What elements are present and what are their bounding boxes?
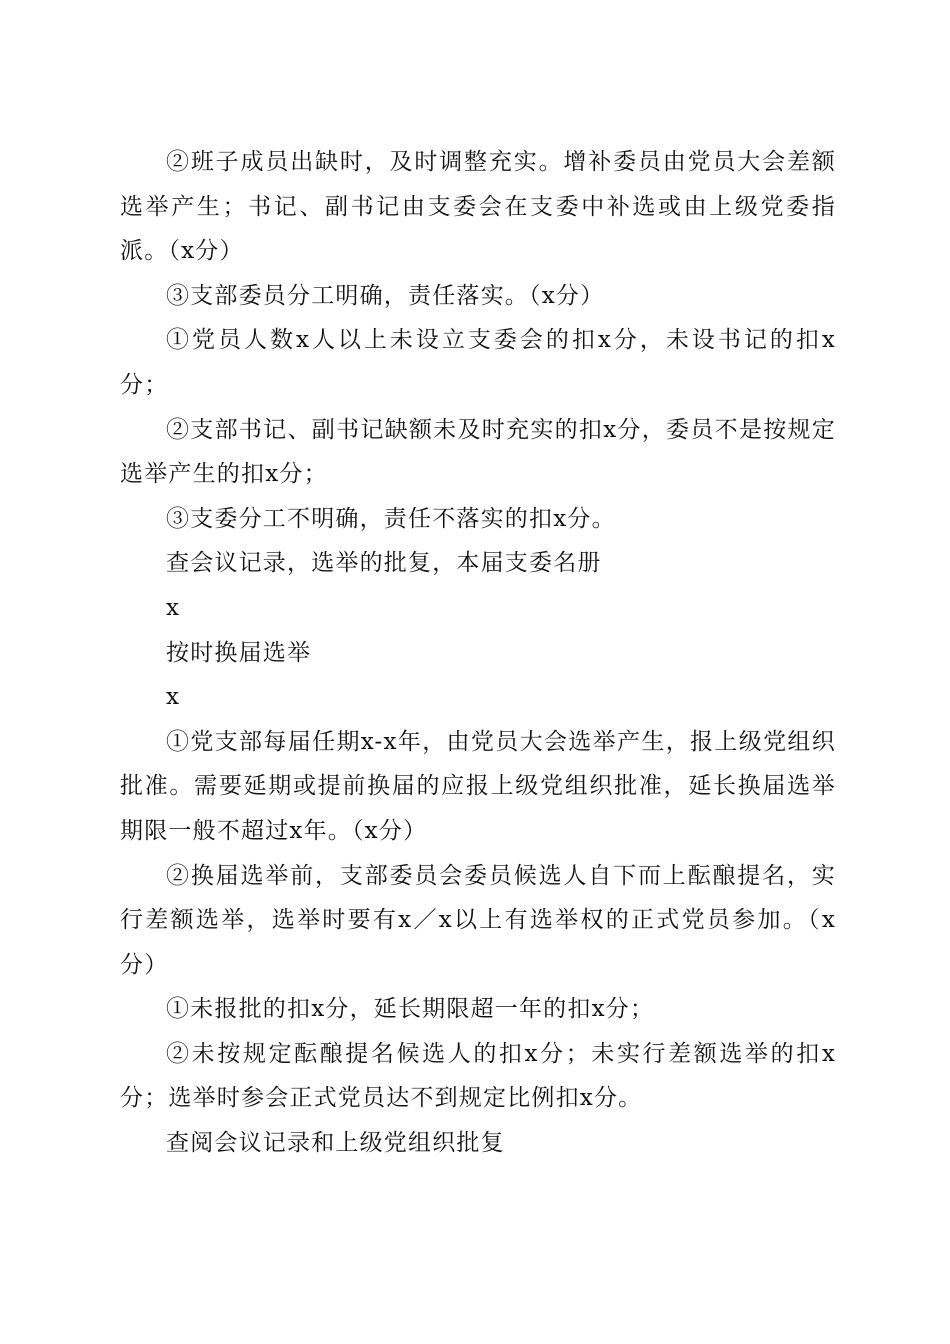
- paragraph: 按时换届选举: [166, 639, 312, 666]
- paragraph: ②支部书记、副书记缺额未及时充实的扣x分，委员不是按规定选举产生的扣x分；: [120, 416, 836, 488]
- document-body: [120, 140, 836, 1166]
- paragraph: ②班子成员出缺时，及时调整充实。增补委员由党员大会差额选举产生；书记、副书记由支委会在支委中补选或由上级党委指派。（x分）: [120, 149, 836, 265]
- paragraph: ③支委分工不明确，责任不落实的扣x分。: [166, 505, 616, 532]
- paragraph: ③支部委员分工明确，责任落实。（x分）: [166, 282, 605, 309]
- paragraph: x: [166, 594, 181, 621]
- paragraph: ①未报批的扣x分，延长期限超一年的扣x分；: [166, 996, 655, 1023]
- paragraph: ②未按规定酝酿提名候选人的扣x分；未实行差额选举的扣x分；选举时参会正式党员达不到规定比例扣x分。: [120, 1040, 836, 1112]
- paragraph: 查阅会议记录和上级党组织批复: [166, 1130, 505, 1157]
- paragraph: ②换届选举前，支部委员会委员候选人自下而上酝酿提名，实行差额选举，选举时要有x／x以上有选举权的正式党员参加。（x分）: [120, 862, 836, 978]
- paragraph: ①党员人数x人以上未设立支委会的扣x分，未设书记的扣x分；: [120, 327, 836, 398]
- paragraph: ①党支部每届任期x-x年，由党员大会选举产生，报上级党组织批准。需要延期或提前换届的应报上级党组织批准，延长换届选举期限一般不超过x年。（x分）: [120, 728, 836, 844]
- paragraph: x: [166, 684, 181, 711]
- paragraph: 查会议记录，选举的批复，本届支委名册: [166, 550, 602, 577]
